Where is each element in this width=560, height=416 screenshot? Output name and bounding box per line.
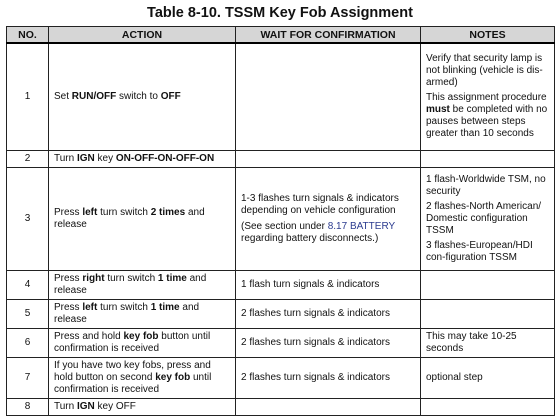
- section-reference: 8.17 BATTERY: [327, 220, 395, 232]
- cell-paragraph: [241, 372, 415, 384]
- cell-paragraph: [426, 331, 549, 355]
- cell-paragraph: [426, 53, 549, 89]
- text-run: 2 flashes turn signals & indicators: [241, 371, 390, 383]
- table-row: [7, 328, 555, 357]
- bold-text: IGN: [76, 400, 95, 412]
- text-run: and release: [54, 272, 207, 296]
- text-run: 1 flash-Worldwide TSM, no security: [426, 173, 546, 197]
- cell-paragraph: [241, 337, 415, 349]
- action-cell: [49, 270, 236, 299]
- table-title: Table 8-10. TSSM Key Fob Assignment: [147, 5, 413, 21]
- text-run: 1 flash turn signals & indicators: [241, 278, 380, 290]
- text-run: Set: [54, 90, 72, 102]
- text-run: Press: [54, 272, 83, 284]
- wait-cell: [236, 270, 421, 299]
- cell-paragraph: [241, 308, 415, 320]
- text-run: Verify that security lamp is not blinking (vehicle is dis-armed): [426, 53, 543, 89]
- row-number: 3: [7, 167, 49, 270]
- cell-paragraph: [426, 201, 549, 237]
- wait-cell: [236, 167, 421, 270]
- bold-text: RUN/OFF: [71, 90, 117, 102]
- cell-paragraph: [426, 174, 549, 198]
- table-row: [7, 43, 555, 150]
- text-run: Turn: [54, 152, 77, 164]
- bold-text: OFF: [160, 90, 181, 102]
- row-number: 4: [7, 270, 49, 299]
- row-number: 6: [7, 328, 49, 357]
- wait-cell: [236, 299, 421, 328]
- header-no: NO.: [7, 27, 49, 44]
- wait-cell: [236, 43, 421, 150]
- cell-paragraph: [241, 193, 415, 217]
- table-row: [7, 270, 555, 299]
- text-run: key: [94, 152, 116, 164]
- action-cell: [49, 150, 236, 167]
- cell-paragraph: [426, 372, 549, 384]
- header-row: [7, 27, 555, 44]
- bold-text: 1 time: [150, 301, 180, 313]
- action-cell: [49, 299, 236, 328]
- action-cell: [49, 357, 236, 398]
- table-body: [7, 43, 555, 415]
- text-run: optional step: [426, 371, 483, 383]
- cell-paragraph: [241, 279, 415, 291]
- action-cell: [49, 43, 236, 150]
- text-run: This may take 10-25 seconds: [426, 330, 517, 354]
- notes-cell: [421, 357, 555, 398]
- bold-text: 2 times: [150, 206, 186, 218]
- text-run: If you have two key fobs, press and hold button on second: [54, 359, 211, 383]
- text-run: until confirmation is received: [54, 371, 212, 395]
- wait-cell: [236, 357, 421, 398]
- notes-cell: [421, 299, 555, 328]
- bold-text: right: [82, 272, 105, 284]
- text-run: 1-3 flashes turn signals & indicators depending on vehicle configuration: [241, 192, 399, 216]
- bold-text: left: [82, 301, 98, 313]
- row-number: 7: [7, 357, 49, 398]
- notes-cell: [421, 43, 555, 150]
- key-fob-assignment-table: [6, 26, 555, 416]
- notes-cell: [421, 167, 555, 270]
- text-run: Press and hold: [54, 330, 124, 342]
- header-action: ACTION: [49, 27, 236, 44]
- text-run: 2 flashes turn signals & indicators: [241, 307, 390, 319]
- bold-text: ON-OFF-ON-OFF-ON: [115, 152, 215, 164]
- cell-paragraph: [426, 92, 549, 140]
- text-run: switch to: [116, 90, 161, 102]
- text-run: 2 flashes-North American/ Domestic configuration TSSM: [426, 200, 542, 236]
- table-row: [7, 299, 555, 328]
- notes-cell: [421, 270, 555, 299]
- action-cell: [49, 328, 236, 357]
- table-row: [7, 167, 555, 270]
- text-run: Turn: [54, 400, 77, 412]
- wait-cell: [236, 150, 421, 167]
- text-run: (See section under: [241, 220, 328, 232]
- notes-cell: [421, 150, 555, 167]
- text-run: turn switch: [97, 301, 151, 313]
- text-run: key OFF: [94, 400, 136, 412]
- header-notes: NOTES: [421, 27, 555, 44]
- header-wait-for-confirmation: WAIT FOR CONFIRMATION: [236, 27, 421, 44]
- row-number: 2: [7, 150, 49, 167]
- table-row: [7, 150, 555, 167]
- bold-text: key fob: [123, 330, 159, 342]
- text-run: Press: [54, 301, 83, 313]
- text-run: regarding battery disconnects.): [241, 232, 379, 244]
- row-number: 1: [7, 43, 49, 150]
- table-row: [7, 357, 555, 398]
- bold-text: must: [426, 104, 450, 116]
- row-number: 8: [7, 398, 49, 415]
- cell-paragraph: [426, 240, 549, 264]
- notes-cell: [421, 328, 555, 357]
- text-run: Press: [54, 206, 83, 218]
- text-run: and release: [54, 301, 200, 325]
- bold-text: IGN: [76, 152, 95, 164]
- action-cell: [49, 167, 236, 270]
- text-run: and release: [54, 206, 205, 230]
- bold-text: key fob: [155, 371, 191, 383]
- row-number: 5: [7, 299, 49, 328]
- bold-text: 1 time: [157, 272, 187, 284]
- text-run: This assignment procedure: [426, 92, 547, 104]
- text-run: turn switch: [104, 272, 158, 284]
- cell-paragraph: [241, 221, 415, 245]
- text-run: 3 flashes-European/HDI con-figuration TSSM: [426, 239, 533, 263]
- wait-cell: [236, 328, 421, 357]
- text-run: be completed with no pauses between steps greater than 10 seconds: [426, 104, 548, 140]
- bold-text: left: [82, 206, 98, 218]
- text-run: button until confirmation is received: [54, 330, 211, 354]
- text-run: turn switch: [97, 206, 151, 218]
- text-run: 2 flashes turn signals & indicators: [241, 336, 390, 348]
